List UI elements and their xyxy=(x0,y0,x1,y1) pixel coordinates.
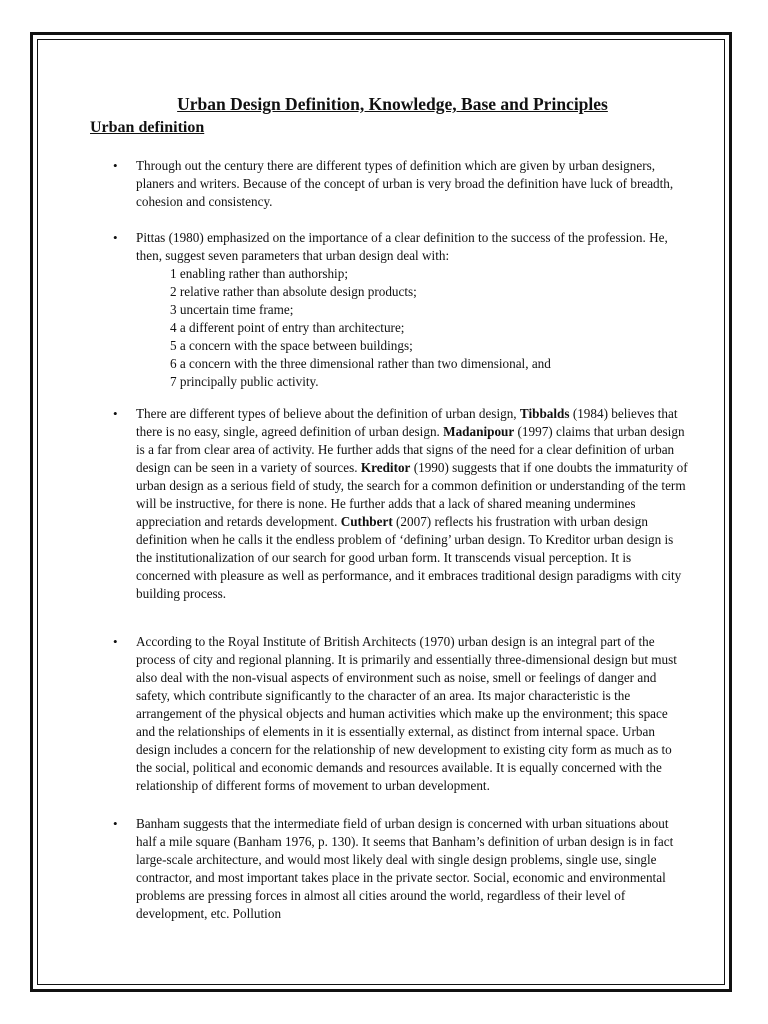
bullet-text xyxy=(136,157,688,211)
bullet-marker: • xyxy=(113,816,118,831)
paragraph xyxy=(136,405,688,603)
parameter-list xyxy=(136,265,688,391)
list-item: 2 relative rather than absolute design products; xyxy=(170,284,417,299)
paragraph: According to the Royal Institute of British Architects (1970) urban design is an integral part of the process of city and regional planning. It is primarily and essentially three-dimensional design but must also deal with the non-visual aspects of environment such as noise, smell or feelings of danger and safety, which contribute significantly to the character of an area. Its major characteristic is the arrangement of the physical objects and human activities which make up the environment; this space and the relationships of elements in it is essentially external, as distinct from internal space. Urban design includes a concern for the relationship of new development to existing city form as much as to the social, political and economic demands and resources available. It is equally concerned with the relationship of different forms of movement to urban development. xyxy=(136,634,677,793)
section-heading: Urban definition xyxy=(90,119,205,136)
list-item: 4 a different point of entry than architecture; xyxy=(170,320,405,335)
bullet-marker: • xyxy=(113,230,118,245)
list-item: 5 a concern with the space between buildings; xyxy=(170,338,413,353)
author-name: Kreditor xyxy=(360,460,411,475)
author-name: Tibbalds xyxy=(519,406,570,421)
text-run: (1984) believes that there is no easy, single, agreed definition of urban design. xyxy=(136,406,678,439)
document-title: Urban Design Definition, Knowledge, Base and Principles xyxy=(177,94,608,114)
text-run: There are different types of believe about the definition of urban design, xyxy=(136,406,520,421)
bullet-marker: • xyxy=(113,158,118,173)
text-run: (1997) claims that urban design is a far from clear area of activity. He further adds that signs of the need for a clear definition of urban design can be seen in a variety of sources. xyxy=(136,424,685,475)
list-item: 1 enabling rather than authorship; xyxy=(170,266,348,281)
bullet-marker: • xyxy=(113,406,118,421)
author-name: Cuthbert xyxy=(340,514,393,529)
list-item: 6 a concern with the three dimensional rather than two dimensional, and xyxy=(170,356,551,371)
author-name: Madanipour xyxy=(443,424,515,439)
list-item: 3 uncertain time frame; xyxy=(170,302,294,317)
text-run: (1990) suggests that if one doubts the immaturity of urban design as a serious field of study, the search for a common definition or understanding of the term will be instructive, for there is none. He further adds that a lack of shared meaning undermines appreciation and retards development. xyxy=(136,460,688,529)
paragraph: Pittas (1980) emphasized on the importance of a clear definition to the success of the profession. He, then, suggest seven parameters that urban design deal with: xyxy=(136,230,668,263)
list-item: 7 principally public activity. xyxy=(170,374,319,389)
bullet-text xyxy=(136,229,688,391)
bullet-text xyxy=(136,405,688,603)
paragraph: Banham suggests that the intermediate field of urban design is concerned with urban situations about half a mile square (Banham 1976, p. 130). It seems that Banham’s definition of urban design is in fact large-scale architecture, and would most likely deal with single design problems, single use, single contractor, and most important takes place in the private sector. Social, economic and environmental problems are pressing forces in almost all cities around the world, regardless of their level of development, etc. Pollution xyxy=(136,816,674,921)
bullet-text xyxy=(136,633,688,795)
text-run: (2007) reflects his frustration with urban design definition when he calls it the endless problem of ‘defining’ urban design. To Kreditor urban design is the institutionalization of our search for good urban form. It transcends visual perception. It is concerned with pleasure as well as performance, and it embraces traditional design paradigms with city building process. xyxy=(136,514,682,601)
paragraph: Through out the century there are different types of definition which are given by urban designers, planers and writers. Because of the concept of urban is very broad the definition have luck of breadth, cohesion and consistency. xyxy=(136,158,674,209)
bullet-text xyxy=(136,815,688,923)
bullet-marker: • xyxy=(113,634,118,649)
